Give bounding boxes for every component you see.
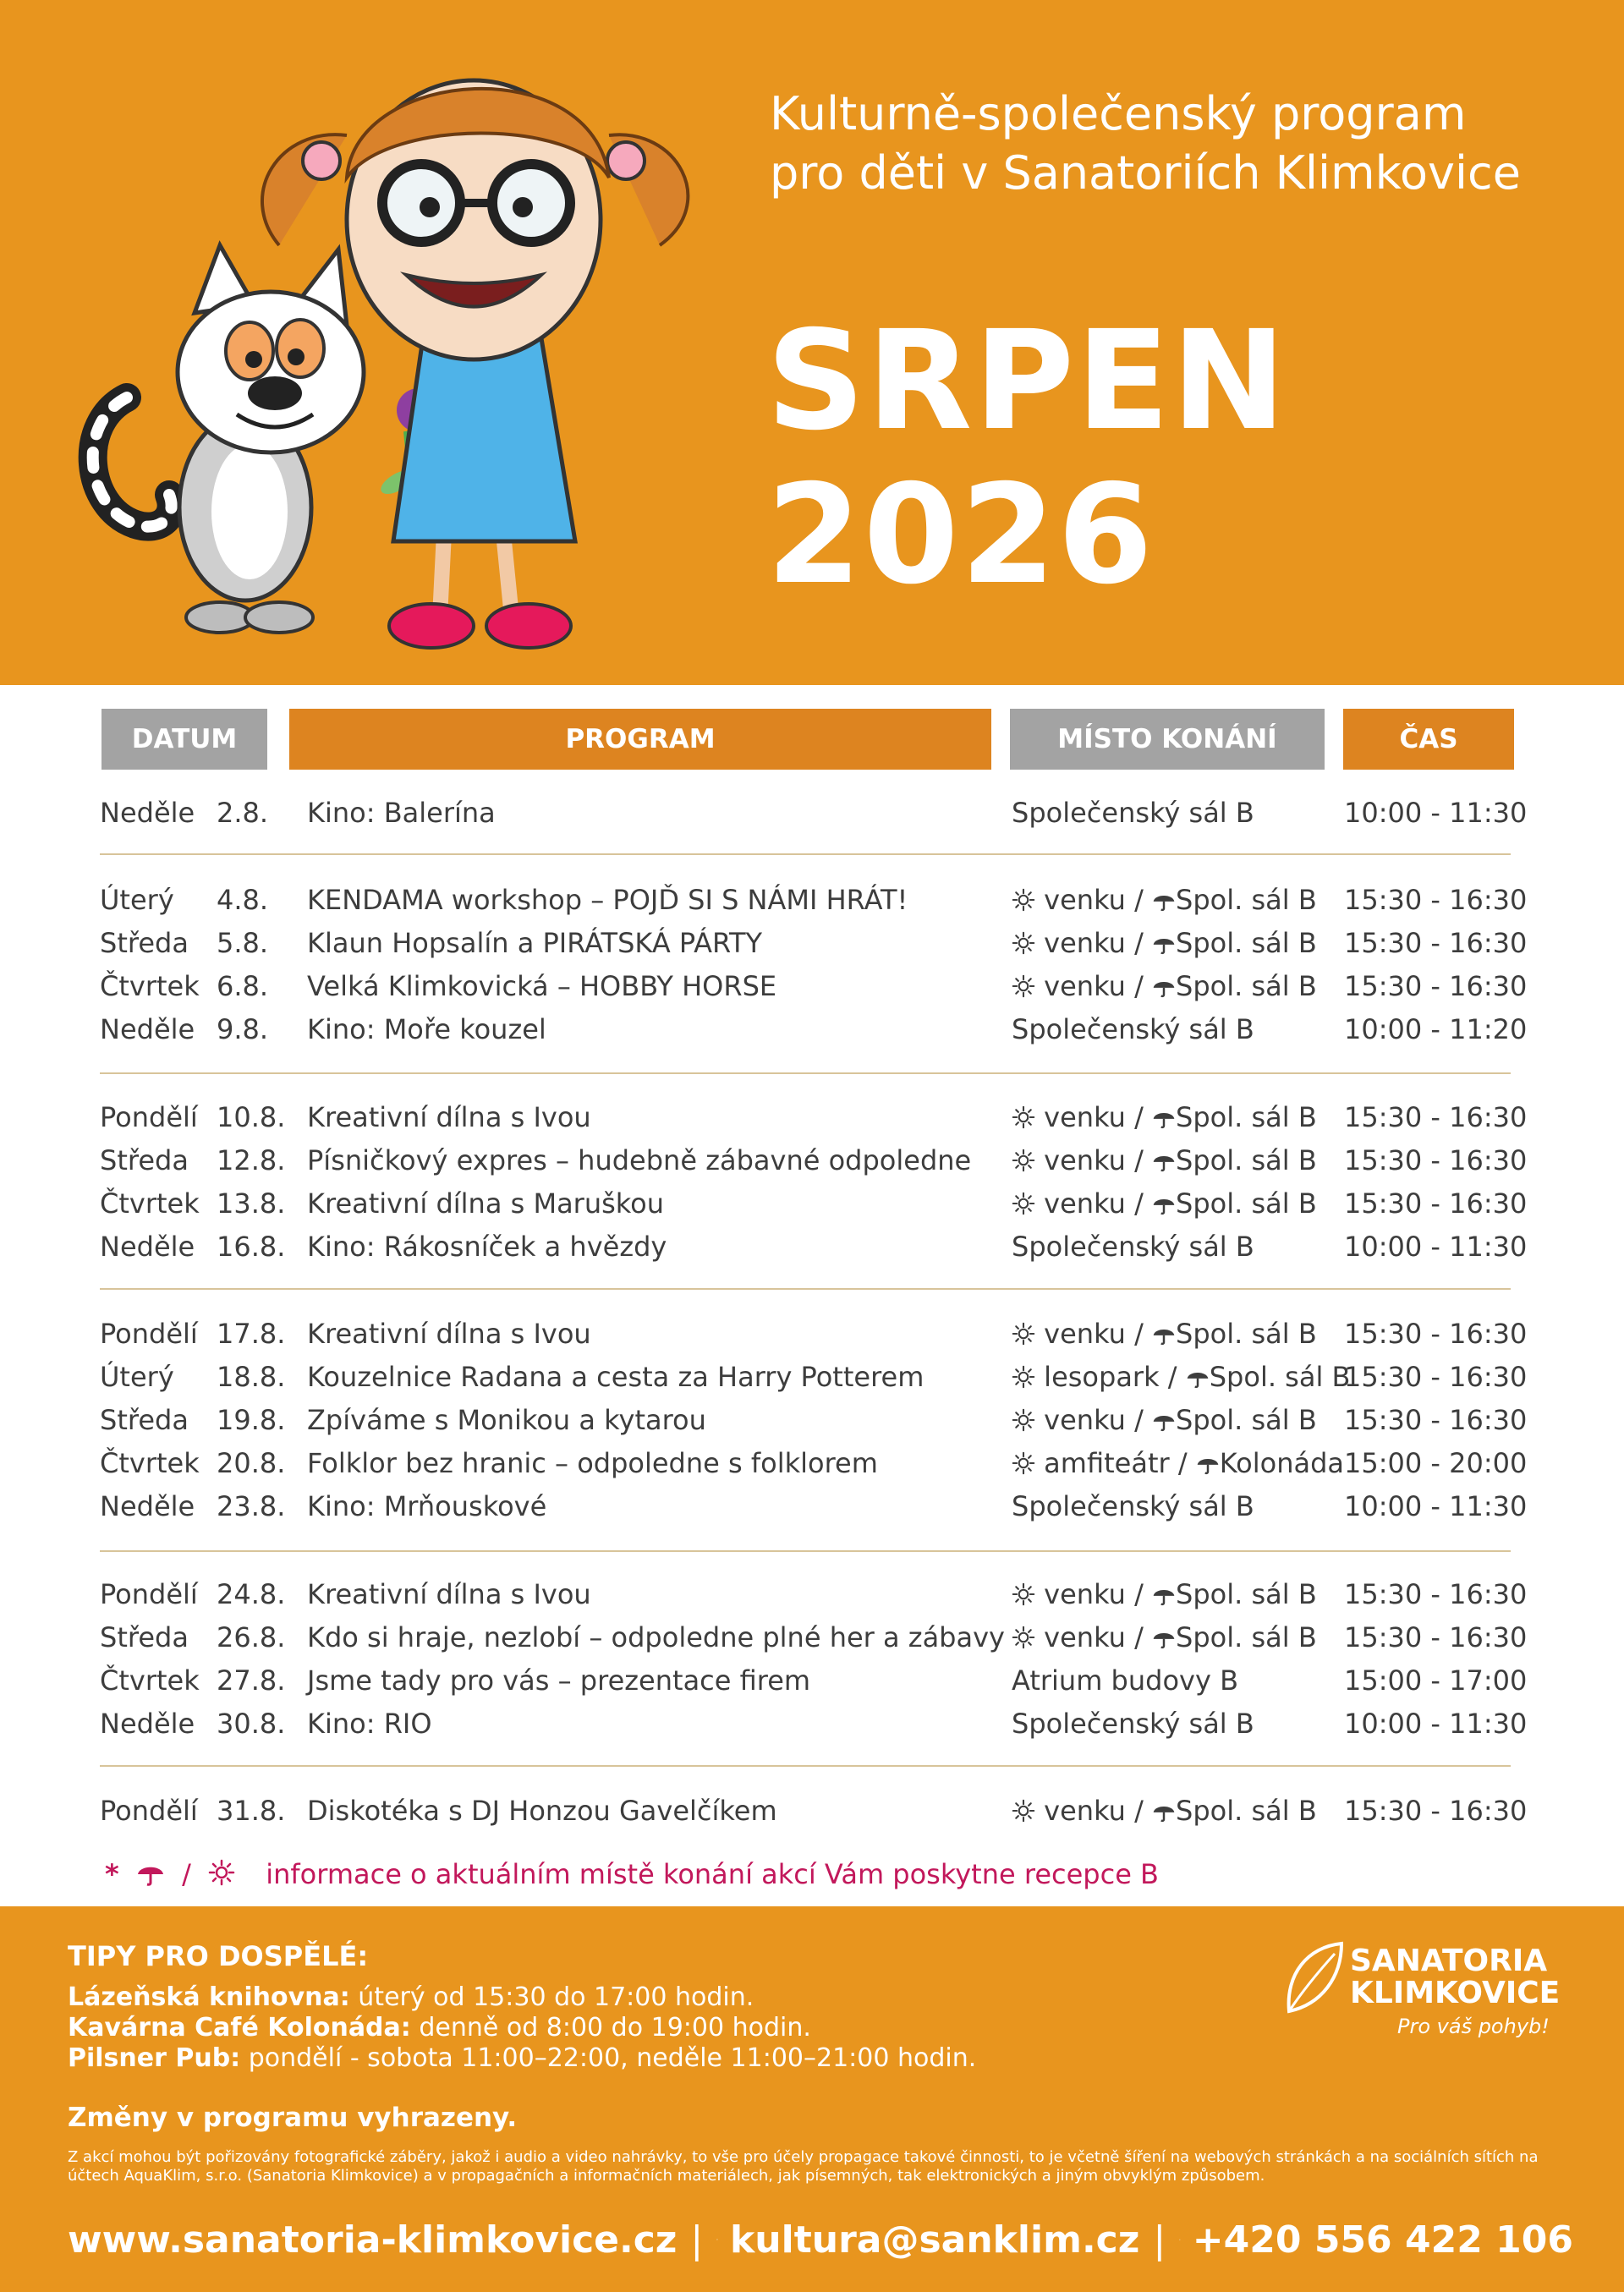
row-group-divider	[100, 1288, 1511, 1290]
row-program: Kino: RIO	[307, 1708, 432, 1740]
tip-pub	[68, 2043, 976, 2074]
row-day: Středa	[100, 927, 189, 959]
row-place-rainy: Spol. sál B	[1176, 1187, 1317, 1220]
sun-icon	[1012, 1799, 1035, 1823]
row-time: 15:30 - 16:30	[1344, 1318, 1528, 1350]
row-place-slash: /	[1134, 970, 1144, 1002]
row-program: Diskotéka s DJ Honzou Gavelčíkem	[307, 1795, 777, 1827]
row-place	[1012, 1398, 1317, 1442]
row-day: Čtvrtek	[100, 1664, 200, 1697]
row-time: 15:30 - 16:30	[1344, 927, 1528, 959]
venue-note	[105, 1852, 1159, 1896]
row-place: Atrium budovy B	[1012, 1664, 1239, 1697]
row-place-sunny: venku	[1044, 1621, 1126, 1653]
sun-icon	[1012, 1105, 1035, 1129]
tip-cafe	[68, 2013, 811, 2043]
row-group-divider	[100, 1765, 1511, 1767]
legal-notice: Z akcí mohou být pořizovány fotografické záběry, jakož i audio a video nahrávky, to vše pro účely propagace takové činnosti, to je včetně šíření na webových stránkách a na sociálních sítích na účtech AquaKlim, s.r.o. (Sanatoria Klimkovice) a v propagačních a informačních materiálech, jak písemných, tak elektronických a jiným obvyklým způsobem.	[68, 2148, 1539, 2185]
column-header-misto: MÍSTO KONÁNÍ	[1010, 709, 1325, 770]
row-place: Společenský sál B	[1012, 797, 1254, 829]
row-place	[1012, 1312, 1317, 1356]
umbrella-icon	[1152, 1410, 1176, 1432]
sun-icon	[1012, 1408, 1035, 1432]
umbrella-icon	[136, 1861, 165, 1886]
row-time: 10:00 - 11:30	[1344, 1231, 1528, 1263]
row-program: Kino: Mrňouskové	[307, 1490, 547, 1522]
email-link[interactable]: kultura@sanklim.cz	[730, 2218, 1140, 2262]
row-group-divider	[100, 1072, 1511, 1074]
row-program: Kino: Rákosníček a hvězdy	[307, 1231, 667, 1263]
row-place-slash: /	[1134, 1404, 1144, 1436]
table-row	[0, 878, 1624, 922]
row-time: 15:30 - 16:30	[1344, 1404, 1528, 1436]
row-place	[1012, 964, 1317, 1008]
row-day: Pondělí	[100, 1318, 198, 1350]
sun-icon	[1012, 1149, 1035, 1172]
row-time: 15:30 - 16:30	[1344, 1361, 1528, 1393]
table-row	[0, 1789, 1624, 1833]
table-row	[0, 1441, 1624, 1485]
row-program: Zpíváme s Monikou a kytarou	[307, 1404, 706, 1436]
table-row	[0, 1138, 1624, 1182]
row-time: 15:00 - 17:00	[1344, 1664, 1528, 1697]
row-place-slash: /	[1134, 1187, 1144, 1220]
contact-separator-2: |	[1153, 2218, 1166, 2262]
table-row	[0, 1007, 1624, 1051]
row-place-slash: /	[1134, 1795, 1144, 1827]
row-place-rainy: Spol. sál B	[1176, 1795, 1317, 1827]
table-row	[0, 1484, 1624, 1528]
row-time: 15:30 - 16:30	[1344, 970, 1528, 1002]
row-place	[1012, 1615, 1317, 1659]
row-place	[1012, 1355, 1350, 1399]
row-day: Středa	[100, 1404, 189, 1436]
row-place-sunny: venku	[1044, 1404, 1126, 1436]
row-day: Úterý	[100, 884, 174, 916]
row-place-slash: /	[1134, 1578, 1144, 1610]
row-program: Kino: Moře kouzel	[307, 1013, 546, 1045]
logo-line-1: SANATORIA	[1350, 1944, 1548, 1978]
row-place-sunny: venku	[1044, 1578, 1126, 1610]
table-row	[0, 791, 1624, 835]
tip-library	[68, 1982, 754, 2013]
column-header-program: PROGRAM	[289, 709, 991, 770]
row-time: 15:30 - 16:30	[1344, 884, 1528, 916]
row-date: 16.8.	[217, 1231, 286, 1263]
sanatoria-logo	[1282, 1940, 1570, 2050]
row-place-sunny: venku	[1044, 1101, 1126, 1133]
row-time: 10:00 - 11:20	[1344, 1013, 1528, 1045]
phone-icon	[1179, 2224, 1181, 2255]
row-date: 4.8.	[217, 884, 269, 916]
leaf-icon	[1282, 1940, 1347, 2016]
column-header-cas: ČAS	[1343, 709, 1514, 770]
phone-number[interactable]: +420 556 422 106	[1192, 2218, 1573, 2262]
website-link[interactable]: www.sanatoria-klimkovice.cz	[68, 2218, 678, 2262]
row-date: 17.8.	[217, 1318, 286, 1350]
row-date: 31.8.	[217, 1795, 286, 1827]
row-time: 10:00 - 11:30	[1344, 1490, 1528, 1522]
row-time: 10:00 - 11:30	[1344, 1708, 1528, 1740]
row-date: 18.8.	[217, 1361, 286, 1393]
contact-bar	[68, 2214, 1573, 2265]
sun-icon	[1012, 1626, 1035, 1649]
row-day: Čtvrtek	[100, 1447, 200, 1479]
row-day: Neděle	[100, 1013, 195, 1045]
tips-title: TIPY PRO DOSPĚLÉ:	[68, 1940, 369, 1972]
umbrella-icon	[1152, 1150, 1176, 1172]
umbrella-icon	[1152, 1107, 1176, 1129]
table-row	[0, 1312, 1624, 1356]
row-day: Úterý	[100, 1361, 174, 1393]
tip-pub-label: Pilsner Pub:	[68, 2043, 241, 2073]
tip-library-label: Lázeňská knihovna:	[68, 1982, 350, 2012]
row-place	[1012, 1789, 1317, 1833]
sun-icon	[1012, 1322, 1035, 1346]
sun-icon	[1012, 1192, 1035, 1215]
row-place-rainy: Kolonáda	[1219, 1447, 1345, 1479]
row-program: Písničkový expres – hudebně zábavné odpoledne	[307, 1144, 972, 1176]
row-date: 24.8.	[217, 1578, 286, 1610]
row-place-rainy: Spol. sál B	[1176, 1404, 1317, 1436]
umbrella-icon	[1152, 1324, 1176, 1346]
sun-icon	[1012, 974, 1035, 998]
row-day: Neděle	[100, 797, 195, 829]
row-place-slash: /	[1134, 884, 1144, 916]
table-row	[0, 1615, 1624, 1659]
row-date: 27.8.	[217, 1664, 286, 1697]
table-row	[0, 1095, 1624, 1139]
row-place-sunny: venku	[1044, 1318, 1126, 1350]
row-day: Pondělí	[100, 1578, 198, 1610]
row-time: 10:00 - 11:30	[1344, 797, 1528, 829]
contact-separator: |	[690, 2218, 704, 2262]
row-place-slash: /	[1177, 1447, 1188, 1479]
row-place	[1012, 1138, 1317, 1182]
table-row	[0, 1225, 1624, 1269]
row-program: Klaun Hopsalín a PIRÁTSKÁ PÁRTY	[307, 927, 763, 959]
row-place	[1012, 921, 1317, 965]
row-date: 19.8.	[217, 1404, 286, 1436]
row-program: Kreativní dílna s Maruškou	[307, 1187, 665, 1220]
row-place-slash: /	[1134, 927, 1144, 959]
row-place-sunny: venku	[1044, 970, 1126, 1002]
row-place: Společenský sál B	[1012, 1708, 1254, 1740]
table-row	[0, 1182, 1624, 1226]
row-day: Čtvrtek	[100, 970, 200, 1002]
row-date: 9.8.	[217, 1013, 269, 1045]
row-program: Kreativní dílna s Ivou	[307, 1318, 591, 1350]
row-place-sunny: lesopark	[1044, 1361, 1160, 1393]
row-place-rainy: Spol. sál B	[1176, 884, 1317, 916]
note-asterisk: *	[105, 1858, 119, 1890]
tip-cafe-text: denně od 8:00 do 19:00 hodin.	[410, 2013, 811, 2043]
umbrella-icon	[1152, 1193, 1176, 1215]
umbrella-icon	[1152, 1584, 1176, 1606]
row-place-sunny: venku	[1044, 884, 1126, 916]
note-slash: /	[182, 1858, 191, 1890]
table-row	[0, 1398, 1624, 1442]
row-date: 23.8.	[217, 1490, 286, 1522]
row-day: Pondělí	[100, 1101, 198, 1133]
umbrella-icon	[1152, 1627, 1176, 1649]
row-place	[1012, 1572, 1317, 1616]
tip-cafe-label: Kavárna Café Kolonáda:	[68, 2013, 411, 2043]
umbrella-icon	[1152, 976, 1176, 998]
row-place-rainy: Spol. sál B	[1176, 1621, 1317, 1653]
row-date: 20.8.	[217, 1447, 286, 1479]
row-time: 15:30 - 16:30	[1344, 1144, 1528, 1176]
row-date: 6.8.	[217, 970, 269, 1002]
row-program: Velká Klimkovická – HOBBY HORSE	[307, 970, 777, 1002]
row-program: Kouzelnice Radana a cesta za Harry Potterem	[307, 1361, 924, 1393]
row-date: 2.8.	[217, 797, 269, 829]
row-date: 5.8.	[217, 927, 269, 959]
month-title: SRPEN	[766, 302, 1288, 461]
row-place	[1012, 1095, 1317, 1139]
subtitle-line-1: Kulturně-společenský program	[770, 87, 1467, 140]
year-title: 2026	[766, 456, 1155, 615]
row-place-sunny: venku	[1044, 1144, 1126, 1176]
row-program: Kreativní dílna s Ivou	[307, 1101, 591, 1133]
tip-pub-text: pondělí - sobota 11:00–22:00, neděle 11:00–21:00 hodin.	[240, 2043, 977, 2073]
table-row	[0, 1659, 1624, 1703]
row-date: 12.8.	[217, 1144, 286, 1176]
table-row	[0, 1572, 1624, 1616]
sun-icon	[1012, 1451, 1035, 1475]
row-place-slash: /	[1134, 1318, 1144, 1350]
row-place-rainy: Spol. sál B	[1176, 1578, 1317, 1610]
row-place-slash: /	[1134, 1144, 1144, 1176]
row-place	[1012, 1182, 1317, 1226]
row-group-divider	[100, 1550, 1511, 1552]
row-date: 13.8.	[217, 1187, 286, 1220]
row-day: Středa	[100, 1621, 189, 1653]
row-day: Čtvrtek	[100, 1187, 200, 1220]
row-day: Pondělí	[100, 1795, 198, 1827]
row-program: Kino: Balerína	[307, 797, 496, 829]
umbrella-icon	[1196, 1453, 1220, 1475]
row-place-rainy: Spol. sál B	[1176, 1101, 1317, 1133]
row-place-sunny: venku	[1044, 927, 1126, 959]
column-header-datum: DATUM	[102, 709, 267, 770]
changes-notice: Změny v programu vyhrazeny.	[68, 2103, 518, 2133]
row-place-slash: /	[1134, 1101, 1144, 1133]
row-place-slash: /	[1167, 1361, 1177, 1393]
row-program: Kreativní dílna s Ivou	[307, 1578, 591, 1610]
row-date: 30.8.	[217, 1708, 286, 1740]
note-text: informace o aktuálním místě konání akcí Vám poskytne recepce B	[266, 1858, 1159, 1890]
row-program: KENDAMA workshop – POJĎ SI S NÁMI HRÁT!	[307, 884, 908, 916]
row-day: Neděle	[100, 1708, 195, 1740]
row-time: 15:00 - 20:00	[1344, 1447, 1528, 1479]
row-day: Neděle	[100, 1490, 195, 1522]
logo-wordmark	[1350, 1945, 1560, 2010]
umbrella-icon	[1152, 890, 1176, 912]
table-row	[0, 1702, 1624, 1746]
logo-slogan: Pro váš pohyb!	[1397, 2015, 1550, 2038]
row-group-divider	[100, 853, 1511, 855]
umbrella-icon	[1152, 933, 1176, 955]
row-date: 10.8.	[217, 1101, 286, 1133]
sun-icon	[1012, 1582, 1035, 1606]
row-day: Neděle	[100, 1231, 195, 1263]
row-program: Jsme tady pro vás – prezentace firem	[307, 1664, 811, 1697]
subtitle-line-2: pro děti v Sanatoriích Klimkovice	[770, 146, 1521, 200]
row-place: Společenský sál B	[1012, 1231, 1254, 1263]
row-time: 15:30 - 16:30	[1344, 1621, 1528, 1653]
row-place-slash: /	[1134, 1621, 1144, 1653]
row-place-rainy: Spol. sál B	[1176, 1318, 1317, 1350]
row-place-sunny: amfiteátr	[1044, 1447, 1170, 1479]
row-place: Společenský sál B	[1012, 1013, 1254, 1045]
tip-library-text: úterý od 15:30 do 17:00 hodin.	[349, 1982, 754, 2012]
sun-icon	[208, 1859, 235, 1886]
row-place-sunny: venku	[1044, 1187, 1126, 1220]
row-date: 26.8.	[217, 1621, 286, 1653]
row-place	[1012, 878, 1317, 922]
row-place-rainy: Spol. sál B	[1176, 927, 1317, 959]
row-time: 15:30 - 16:30	[1344, 1578, 1528, 1610]
sun-icon	[1012, 1365, 1035, 1389]
row-time: 15:30 - 16:30	[1344, 1795, 1528, 1827]
row-place: Společenský sál B	[1012, 1490, 1254, 1522]
sun-icon	[1012, 888, 1035, 912]
row-program: Folklor bez hranic – odpoledne s folklorem	[307, 1447, 878, 1479]
footer	[0, 1906, 1624, 2292]
envelope-icon	[716, 2225, 718, 2254]
row-time: 15:30 - 16:30	[1344, 1101, 1528, 1133]
table-row	[0, 1355, 1624, 1399]
row-place-sunny: venku	[1044, 1795, 1126, 1827]
row-time: 15:30 - 16:30	[1344, 1187, 1528, 1220]
table-row	[0, 964, 1624, 1008]
umbrella-icon	[1152, 1801, 1176, 1823]
row-program: Kdo si hraje, nezlobí – odpoledne plné her a zábavy	[307, 1621, 1005, 1653]
row-place-rainy: Spol. sál B	[1209, 1361, 1351, 1393]
umbrella-icon	[1186, 1367, 1210, 1389]
logo-line-2: KLIMKOVICE	[1350, 1976, 1561, 2010]
table-row	[0, 921, 1624, 965]
row-day: Středa	[100, 1144, 189, 1176]
row-place-rainy: Spol. sál B	[1176, 1144, 1317, 1176]
row-place	[1012, 1441, 1344, 1485]
row-place-rainy: Spol. sál B	[1176, 970, 1317, 1002]
sun-icon	[1012, 931, 1035, 955]
